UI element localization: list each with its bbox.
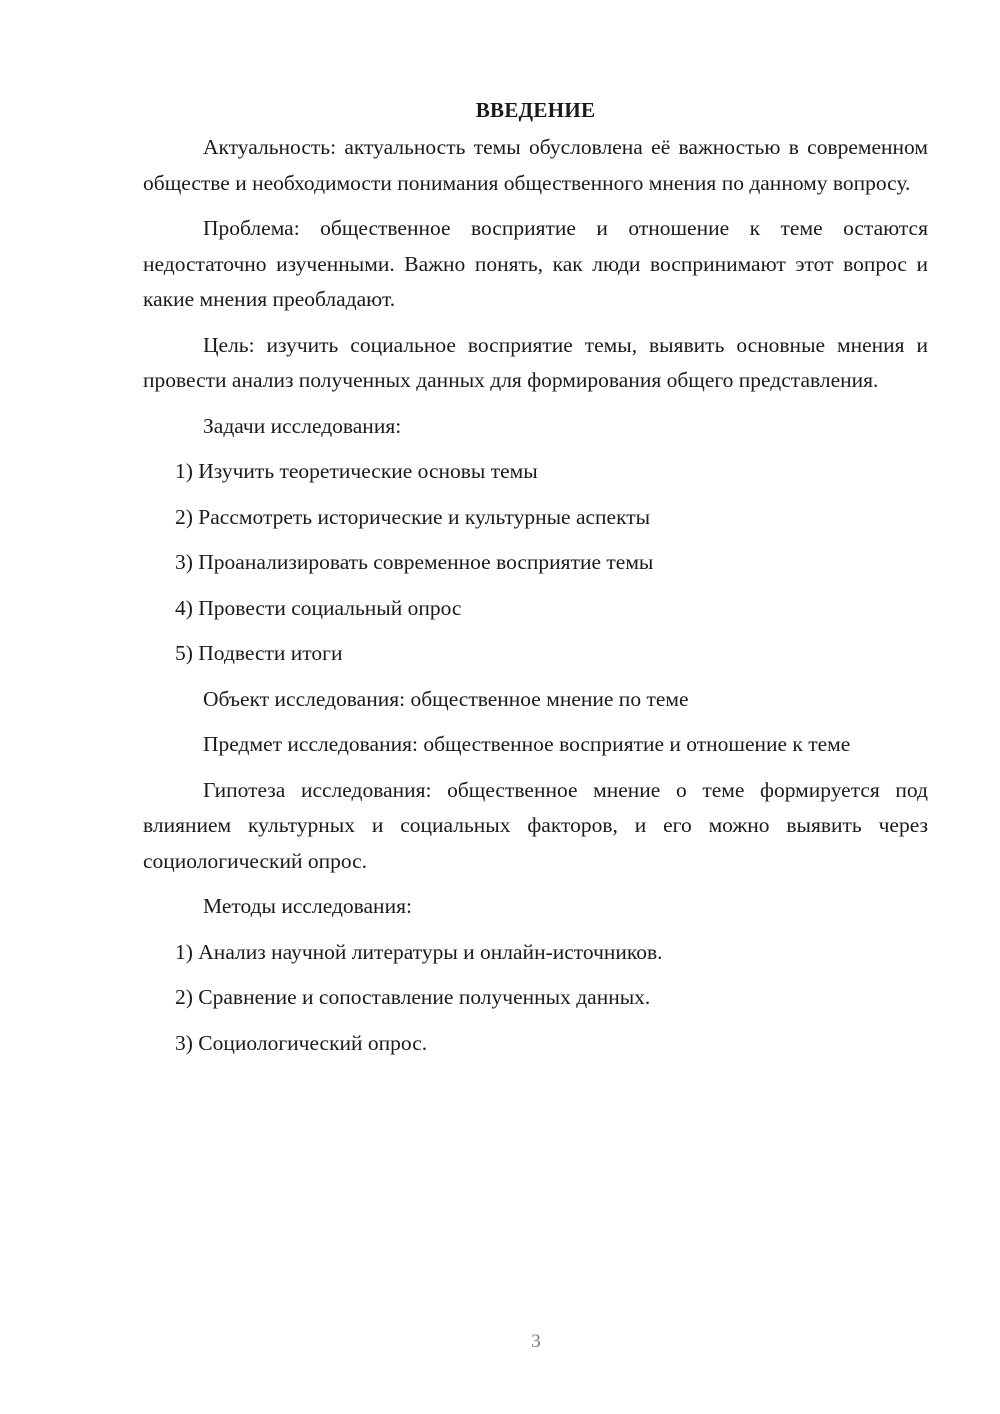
relevance-paragraph: Актуальность: актуальность темы обусловлена её важностью в современном обществе и необходимости понимания общественного мнения по данному вопросу. bbox=[143, 135, 928, 195]
goal-paragraph: Цель: изучить социальное восприятие темы, выявить основные мнения и провести анализ полученных данных для формирования общего представления. bbox=[143, 332, 928, 392]
page-title: ВВЕДЕНИЕ bbox=[475, 98, 596, 122]
methods-heading: Методы исследования: bbox=[203, 894, 412, 918]
page-number: 3 bbox=[531, 1331, 541, 1352]
task-item: 1) Изучить теоретические основы темы bbox=[175, 459, 538, 483]
method-item: 1) Анализ научной литературы и онлайн-источников. bbox=[175, 939, 663, 964]
problem-paragraph: Проблема: общественное восприятие и отношение к теме остаются недостаточно изученными. Важно понять, как люди воспринимают этот вопрос и какие мнения преобладают. bbox=[143, 216, 928, 311]
task-item: 4) Провести социальный опрос bbox=[175, 595, 462, 620]
object-paragraph: Объект исследования: общественное мнение по теме bbox=[203, 686, 689, 711]
method-item: 2) Сравнение и сопоставление полученных данных. bbox=[175, 985, 651, 1009]
document-page bbox=[143, 92, 928, 1071]
task-item: 5) Подвести итоги bbox=[175, 641, 343, 665]
subject-paragraph: Предмет исследования: общественное восприятие и отношение к теме bbox=[203, 732, 851, 756]
hypothesis-paragraph: Гипотеза исследования: общественное мнение о теме формируется под влиянием культурных и социальных факторов, и его можно выявить через социологический опрос. bbox=[143, 777, 928, 873]
task-item: 3) Проанализировать современное восприятие темы bbox=[175, 550, 654, 574]
tasks-heading: Задачи исследования: bbox=[203, 413, 402, 438]
method-item: 3) Социологический опрос. bbox=[175, 1030, 428, 1055]
task-item: 2) Рассмотреть исторические и культурные аспекты bbox=[175, 504, 651, 529]
